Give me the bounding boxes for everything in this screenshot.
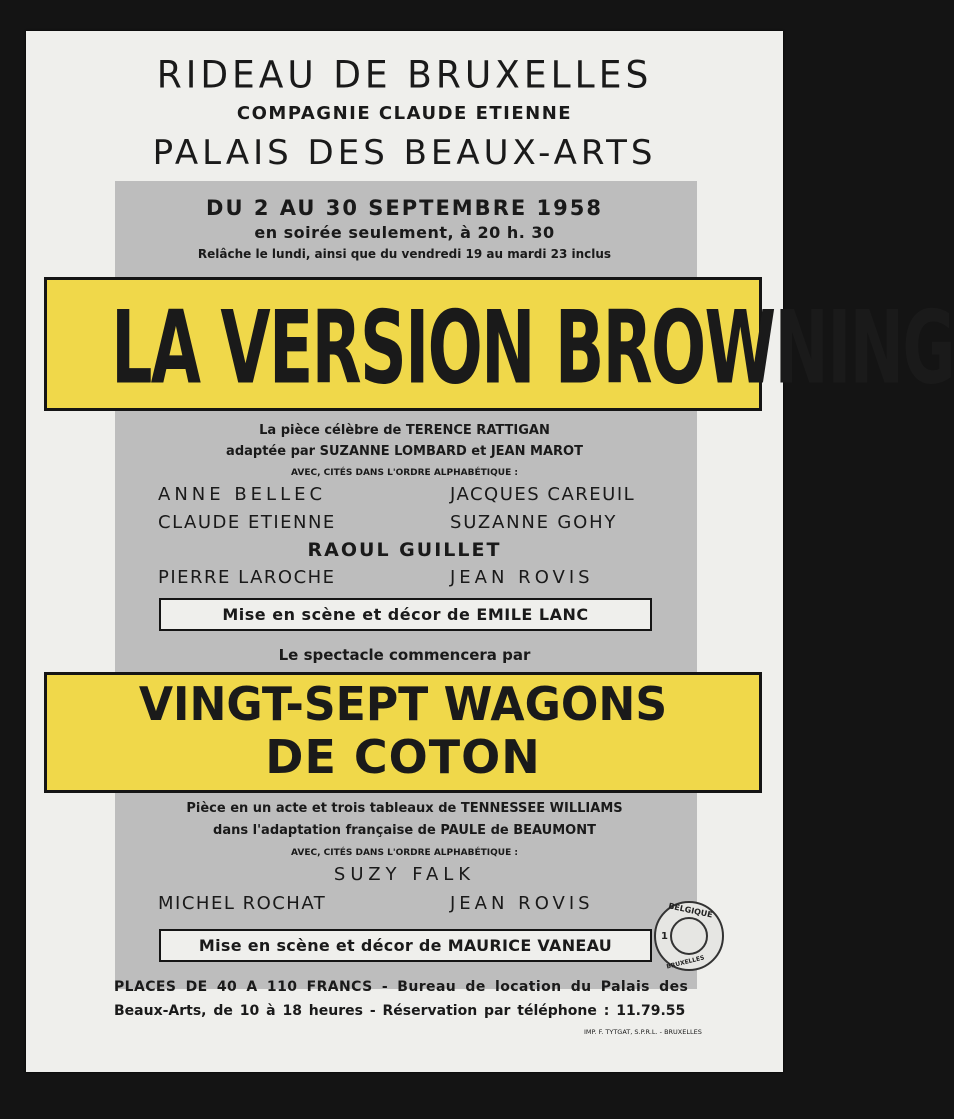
- play1-title: LA VERSION BROWNING: [111, 288, 954, 407]
- play1-title-band: [44, 277, 954, 411]
- play1-cast-r2-left: CLAUDE ETIENNE: [158, 512, 336, 533]
- play1-cast-r3-left: PIERRE LAROCHE: [158, 567, 336, 588]
- play2-cast-note: AVEC, CITÉS DANS L'ORDRE ALPHABÉTIQUE :: [291, 848, 518, 858]
- play2-title-line1: VINGT-SEPT WAGONS: [138, 677, 668, 731]
- play1-cast-r1-left: ANNE BELLEC: [158, 484, 327, 505]
- play2-cast-r1-right: JEAN ROVIS: [450, 893, 594, 914]
- play1-adaptation: adaptée par SUZANNE LOMBARD et JEAN MAROT: [226, 444, 583, 459]
- play1-staging-box: [159, 598, 652, 631]
- play2-cast-center: SUZY FALK: [333, 864, 476, 885]
- play1-cast-r1-right: JACQUES CAREUIL: [450, 484, 636, 505]
- header-title: RIDEAU DE BRUXELLES: [156, 53, 653, 98]
- stamp-bottom-text: BRUXELLES: [665, 954, 706, 971]
- stamp-seal: [654, 901, 724, 971]
- play2-cast-r1-left: MICHEL ROCHAT: [158, 893, 327, 914]
- play2-staging: Mise en scène et décor de MAURICE VANEAU: [198, 936, 613, 955]
- date-main: DU 2 AU 30 SEPTEMBRE 1958: [206, 196, 603, 220]
- stamp-value: 1: [661, 931, 668, 942]
- play1-cast-center: RAOUL GUILLET: [307, 539, 502, 561]
- play1-cast-r2-right: SUZANNE GOHY: [450, 512, 618, 533]
- play2-adaptation: dans l'adaptation française de PAULE de BEAUMONT: [213, 823, 596, 838]
- play2-title-line2: DE COTON: [265, 730, 541, 784]
- footer-line2: Beaux-Arts, de 10 à 18 heures - Réservation par téléphone : 11.79.55: [114, 1003, 686, 1019]
- header-venue: PALAIS DES BEAUX-ARTS: [152, 133, 657, 173]
- play1-author: La pièce célèbre de TERENCE RATTIGAN: [259, 423, 550, 438]
- date-closing: Relâche le lundi, ainsi que du vendredi 19 au mardi 23 inclus: [197, 247, 612, 261]
- header-company: COMPAGNIE CLAUDE ETIENNE: [236, 103, 573, 124]
- play2-staging-box: [159, 929, 652, 962]
- date-evening: en soirée seulement, à 20 h. 30: [254, 223, 555, 242]
- stamp-top-text: BELGIQUE: [667, 901, 714, 920]
- play2-title-band: [44, 672, 762, 793]
- intro-text: Le spectacle commencera par: [278, 646, 531, 664]
- stamp-crest: [670, 917, 708, 955]
- play2-author: Pièce en un acte et trois tableaux de TENNESSEE WILLIAMS: [186, 801, 623, 816]
- footer-line1: PLACES DE 40 A 110 FRANCS - Bureau de location du Palais des: [114, 979, 689, 995]
- play1-cast-note: AVEC, CITÉS DANS L'ORDRE ALPHABÉTIQUE :: [291, 468, 518, 478]
- play1-staging: Mise en scène et décor de EMILE LANC: [222, 605, 589, 624]
- poster: [26, 31, 954, 1072]
- printer-credit: IMP. F. TYTGAT, S.P.R.L. - BRUXELLES: [584, 1028, 702, 1036]
- play1-cast-r3-right: JEAN ROVIS: [450, 567, 594, 588]
